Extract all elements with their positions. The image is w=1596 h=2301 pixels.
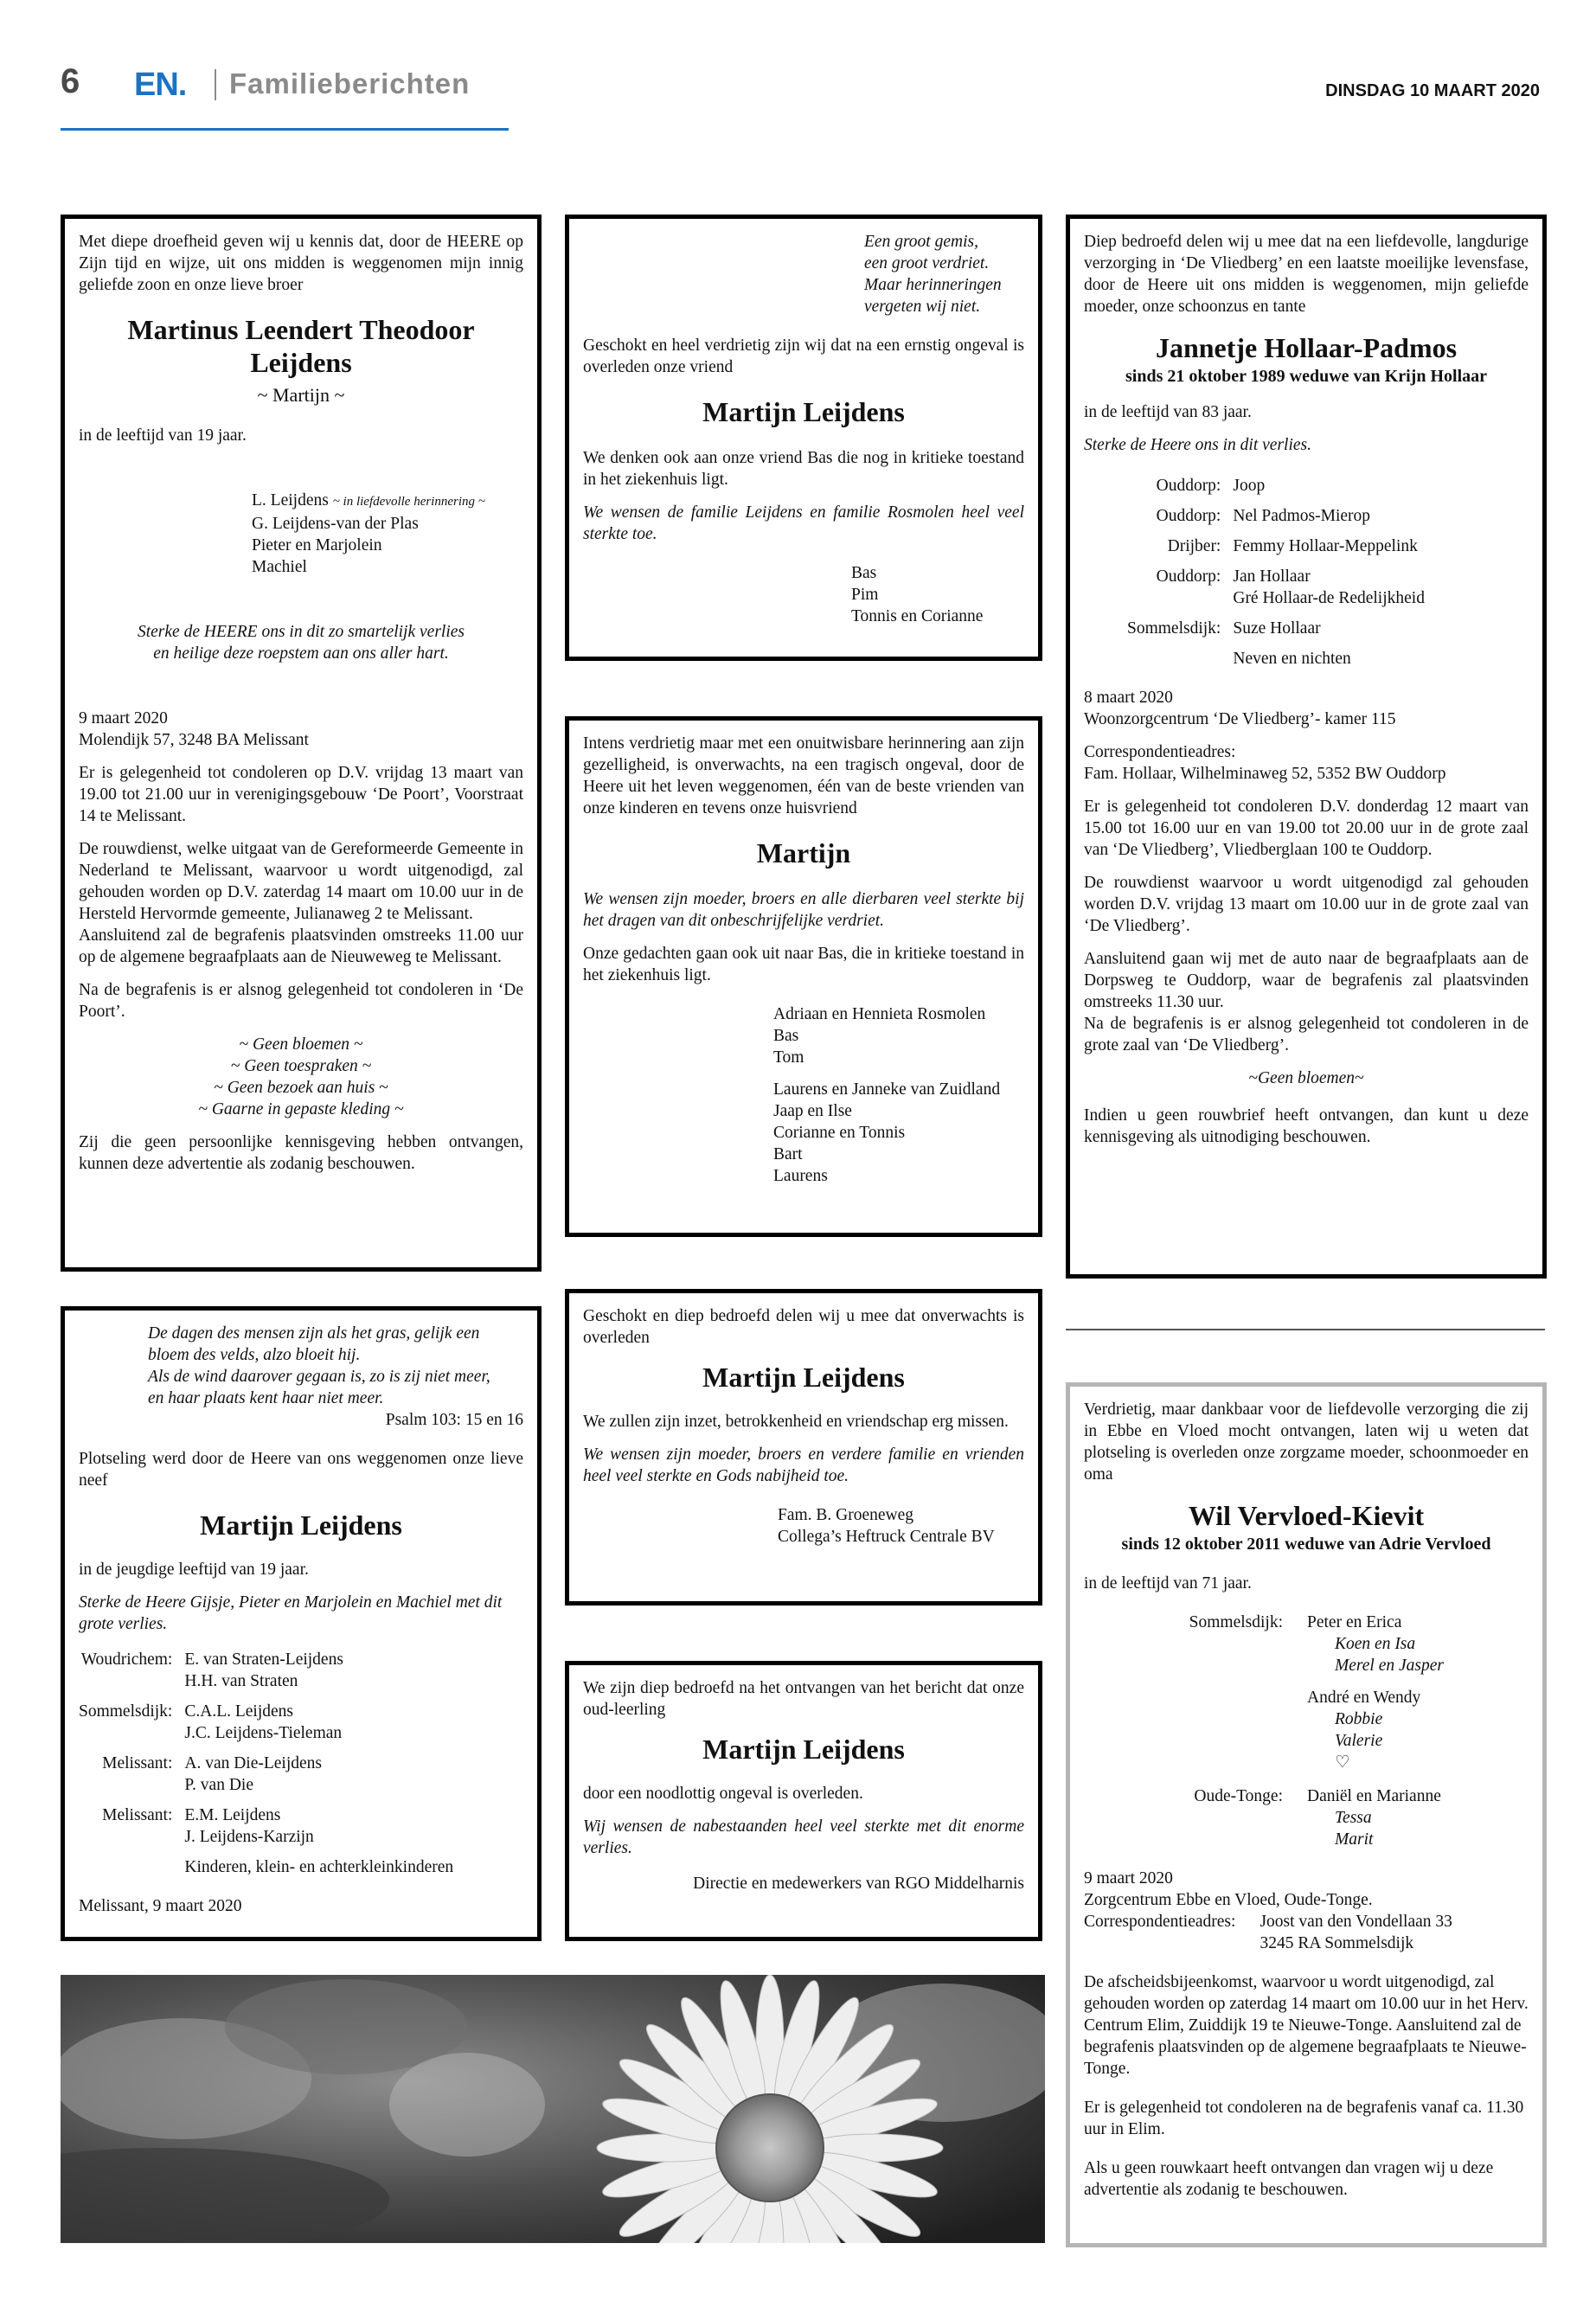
family-names — [1307, 1785, 1529, 1850]
verse-line: Sterke de HEERE ons in dit zo smartelijk verlies — [137, 623, 465, 641]
condolence-text: Er is gelegenheid tot condoleren na de begrafenis vanaf ca. 11.30 uur in Elim. — [1084, 2099, 1524, 2138]
body-text: door een noodlottig ongeval is overleden. — [583, 1785, 863, 1803]
heart-icon: ♡ — [1335, 1753, 1350, 1772]
signatory: Bas — [773, 1027, 799, 1045]
signatory: Tonnis en Corianne — [851, 607, 984, 625]
body-text: We denken ook aan onze vriend Bas die nog in kritieke toestand in het ziekenhuis ligt. — [583, 449, 1024, 489]
condolence-text: Er is gelegenheid tot condoleren op D.V. vrijdag 13 maart van 19.00 tot 21.00 uur in verenigingsgebouw ‘De Poort’, Voorstraat 14 te Melissant. — [79, 764, 523, 825]
address-line: 3245 RA Sommelsdijk — [1259, 1934, 1414, 1952]
family-name: E. van Straten-Leijdens — [184, 1650, 343, 1669]
signatory: Bas — [851, 564, 877, 582]
deceased-name: Martijn Leijdens — [702, 396, 905, 427]
signatory: Laurens en Janneke van Zuidland — [773, 1080, 1001, 1099]
intro-text: We zijn diep bedroefd na het ontvangen van het bericht dat onze oud-leerling — [583, 1679, 1024, 1719]
date-address — [79, 708, 523, 751]
family-name: C.A.L. Leijdens — [184, 1702, 294, 1721]
obituary-wil-vervloed — [1066, 1382, 1547, 2247]
family-place: Woudrichem: — [80, 1650, 173, 1669]
daisy-flower-photo — [61, 1975, 1045, 2243]
family-name: Nel Padmos-Mierop — [1233, 507, 1371, 525]
address: Molendijk 57, 3248 BA Melissant — [79, 731, 309, 749]
correspondence-label: Correspondentieadres: — [1084, 743, 1236, 761]
section-title: Familieberichten — [229, 67, 471, 99]
signatory: Tom — [773, 1048, 804, 1067]
place: Woonzorgcentrum ‘De Vliedberg’- kamer 115 — [1084, 710, 1396, 728]
intro-text: Met diepe droefheid geven wij u kennis dat, door de HEERE op Zijn tijd en wijze, uit ons midden is weggenomen mijn innig geliefde zoon en onze lieve broer — [79, 233, 523, 294]
signatories — [778, 1504, 1024, 1548]
family-list — [1127, 475, 1529, 670]
family-names — [184, 1649, 523, 1692]
daisy-center — [716, 2094, 824, 2202]
signatory: Corianne en Tonnis — [773, 1124, 906, 1142]
after-text: Na de begrafenis is er alsnog gelegenheid tot condoleren in ‘De Poort’. — [79, 981, 523, 1021]
after-text: Na de begrafenis is er alsnog gelegenheid tot condoleren in de grote zaal van ‘De Vliedberg’. — [1084, 1015, 1529, 1054]
wish-text: We wensen zijn moeder, broers en alle dierbaren veel sterkte bij het dragen van dit onbeschrijfelijke verdriet. — [583, 890, 1024, 930]
intro-text: Geschokt en diep bedroefd delen wij u mee dat onverwachts is overleden — [583, 1307, 1024, 1347]
poem-line: Een groot gemis, — [864, 233, 978, 251]
obituary-friends-martijn — [565, 215, 1042, 661]
wish-line: ~ Geen toespraken ~ — [230, 1057, 372, 1075]
family-name: Peter en Erica — [1307, 1613, 1402, 1631]
family-name: J.C. Leijdens-Tieleman — [184, 1724, 343, 1742]
correspondence — [1084, 741, 1529, 785]
date-place — [1084, 687, 1529, 730]
verse-line: Als de wind daarover gegaan is, zo is zij niet meer, — [148, 1368, 490, 1386]
deceased-name: Martijn Leijdens — [702, 1734, 905, 1765]
age-text: in de leeftijd van 83 jaar. — [1084, 403, 1252, 421]
signatory: Laurens — [773, 1167, 828, 1185]
address-line: Joost van den Vondellaan 33 — [1259, 1913, 1452, 1931]
verse: Sterke de Heere ons in dit verlies. — [1084, 436, 1311, 454]
issue-date: DINSDAG 10 MAART 2020 — [1325, 81, 1540, 100]
family-name: J. Leijdens-Karzijn — [184, 1828, 314, 1846]
family-place: Ouddorp: — [1156, 567, 1221, 586]
column-separator — [1066, 1329, 1545, 1330]
family-place: Sommelsdijk: — [1189, 1613, 1283, 1631]
family-place: Ouddorp: — [1156, 507, 1221, 525]
grandchild-name: Robbie — [1335, 1710, 1383, 1728]
signatory: Pim — [851, 586, 879, 604]
date: 9 maart 2020 — [79, 709, 168, 727]
notice-text: Indien u geen rouwbrief heeft ontvangen, dan kunt u deze kennisgeving als uitnodiging beschouwen. — [1084, 1106, 1529, 1146]
nickname: ~ Martijn ~ — [257, 384, 345, 406]
family-name: E.M. Leijdens — [184, 1806, 281, 1824]
psalm-reference: Psalm 103: 15 en 16 — [385, 1411, 523, 1429]
deceased-name: Martijn Leijdens — [702, 1362, 905, 1393]
grandchild-name: Koen en Isa — [1335, 1635, 1416, 1653]
signatory-note: ~ in liefdevolle herinnering ~ — [332, 495, 485, 509]
family-name: Kinderen, klein- en achterkleinkinderen — [184, 1858, 454, 1876]
signatories — [252, 490, 523, 578]
family-names — [184, 1804, 523, 1848]
poem — [864, 231, 1024, 317]
signatory: Machiel — [252, 558, 307, 576]
poem-line: Maar herinneringen — [864, 276, 1002, 294]
obituary-jannetje-hollaar — [1066, 215, 1547, 1279]
obituary-martinus-leijdens — [61, 215, 542, 1272]
service-text: De rouwdienst waarvoor u wordt uitgenodigd zal gehouden worden D.V. vrijdag 13 maart om 10.00 uur in de grote zaal van ‘De Vliedberg’. — [1084, 874, 1529, 935]
family-names — [184, 1753, 523, 1796]
verse — [79, 621, 523, 664]
family-place: Oude-Tonge: — [1194, 1787, 1283, 1805]
psalm-verse — [148, 1323, 523, 1409]
deceased-name: Martijn Leijdens — [200, 1509, 402, 1541]
age-text: in de jeugdige leeftijd van 19 jaar. — [79, 1561, 309, 1579]
correspondence-address: Fam. Hollaar, Wilhelminaweg 52, 5352 BW Ouddorp — [1084, 765, 1446, 783]
signatory: Bart — [773, 1145, 803, 1163]
verse-line: De dagen des mensen zijn als het gras, gelijk een — [148, 1324, 480, 1343]
family-name: André en Wendy — [1307, 1689, 1421, 1707]
service-text: De rouwdienst, welke uitgaat van de Gereformeerde Gemeente in Nederland te Melissant, waarvoor u wordt uitgenodigd, zal gehouden worden op D.V. zaterdag 14 maart om 10.00 uur in de Hersteld Hervormde gemeente, Julianaweg 2 te Melissant. — [79, 840, 523, 923]
body-text: We zullen zijn inzet, betrokkenheid en vriendschap erg missen. — [583, 1413, 1009, 1431]
family-names — [1307, 1612, 1529, 1785]
wish-text: Wij wensen de nabestaanden heel veel sterkte met dit enorme verlies. — [583, 1817, 1024, 1857]
date: 8 maart 2020 — [1084, 689, 1173, 707]
obituary-rgo-martijn — [565, 1661, 1042, 1941]
date: 9 maart 2020 — [1084, 1869, 1173, 1888]
body-text: Onze gedachten gaan ook uit naar Bas, die in kritieke toestand in het ziekenhuis ligt. — [583, 945, 1024, 984]
correspondence-label: Correspondentieadres: — [1084, 1913, 1236, 1931]
family-names — [1233, 618, 1529, 639]
place: Zorgcentrum Ebbe en Vloed, Oude-Tonge. — [1084, 1891, 1373, 1909]
age-text: in de leeftijd van 71 jaar. — [1084, 1574, 1252, 1593]
obituary-rosmolen-martijn — [565, 716, 1042, 1237]
family-place: Melissant: — [102, 1754, 173, 1772]
family-names — [1233, 505, 1529, 527]
grandchild-name: Marit — [1335, 1830, 1374, 1849]
grandchild-name: Tessa — [1335, 1809, 1372, 1827]
family-place: Sommelsdijk: — [1127, 619, 1221, 638]
verse-line: en haar plaats kent haar niet meer. — [148, 1389, 384, 1407]
widow-line: sinds 21 oktober 1989 weduwe van Krijn Hollaar — [1125, 367, 1487, 386]
deceased-name: Martijn — [756, 837, 851, 868]
signatory: Jaap en Ilse — [773, 1102, 852, 1120]
intro-text: Diep bedroefd delen wij u mee dat na een liefdevolle, langdurige verzorging in ‘De Vliedberg’ en een laatste moeilijke levensfase, door de Heere uit ons midden is weggenomen, mijn geliefde moeder, onze schoonzus en tante — [1084, 233, 1529, 316]
family-name: P. van Die — [184, 1776, 253, 1794]
family-place — [1127, 648, 1221, 670]
burial-text: Aansluitend zal de begrafenis plaatsvinden omstreeks 11.00 uur op de algemene begraafplaats aan de Nieuweweg te Melissant. — [79, 926, 523, 966]
page-number: 6 — [61, 62, 80, 100]
wish-line: ~ Geen bezoek aan huis ~ — [214, 1079, 388, 1097]
family-place: Drijber: — [1167, 537, 1221, 555]
service-text: De afscheidsbijeenkomst, waarvoor u wordt uitgenodigd, zal gehouden worden op zaterdag 14 maart om 10.00 uur in het Herv. Centrum Elim, Zuiddijk 19 te Nieuwe-Tonge. Aansluitend zal de begrafenis plaatsvinden op de algemene begraafplaats te Nieuwe- Tonge. — [1084, 1973, 1529, 2078]
correspondence — [1084, 1911, 1529, 1954]
correspondence-address — [1259, 1911, 1529, 1954]
verse-line: en heilige deze roepstem aan ons aller hart. — [153, 644, 449, 663]
header-rule — [61, 128, 509, 131]
family-name: H.H. van Straten — [184, 1672, 298, 1690]
family-names — [184, 1701, 523, 1744]
verse-line: bloem des velds, alzo bloeit hij. — [148, 1346, 361, 1364]
deceased-name: Jannetje Hollaar-Padmos — [1155, 332, 1458, 363]
header-divider — [215, 69, 216, 100]
page-header — [61, 62, 1540, 114]
family-place: Melissant: — [102, 1806, 173, 1824]
family-name: Joop — [1233, 477, 1266, 495]
signatory: Pieter en Marjolein — [252, 536, 382, 554]
family-names — [184, 1856, 523, 1878]
signatory: Collega’s Heftruck Centrale BV — [778, 1528, 995, 1546]
grandchild-name: Merel en Jasper — [1335, 1657, 1444, 1675]
wish-text: ~Geen bloemen~ — [1248, 1069, 1364, 1087]
obituary-heftruck-martijn — [565, 1289, 1042, 1606]
intro-text: Intens verdrietig maar met een onuitwisbare herinnering aan zijn gezelligheid, is onverwachts, na een tragisch ongeval, door de Heere uit het leven weggenomen, één van de beste vrienden van onze kinderen en tevens onze huisvriend — [583, 734, 1024, 817]
deceased-name: Wil Vervloed-Kievit — [1188, 1500, 1425, 1531]
family-name: A. van Die-Leijdens — [184, 1754, 323, 1772]
verse: Sterke de Heere Gijsje, Pieter en Marjolein en Machiel met dit grote verlies. — [79, 1593, 503, 1633]
family-place: Ouddorp: — [1156, 477, 1221, 495]
burial-text: Aansluitend gaan wij met de auto naar de begraafplaats aan de Dorpsweg te Ouddorp, waar de begrafenis zal plaatsvinden omstreeks 11.30 uur. — [1084, 950, 1529, 1011]
family-list — [1084, 1612, 1529, 1850]
wish-line: ~ Gaarne in gepaste kleding ~ — [198, 1100, 404, 1118]
signatories — [773, 1003, 1024, 1187]
signatory: G. Leijdens-van der Plas — [252, 515, 419, 533]
signatories — [851, 562, 1024, 627]
condolence-text: Er is gelegenheid tot condoleren D.V. donderdag 12 maart van 15.00 tot 16.00 uur en van 19.00 tot 20.00 uur in de grote zaal van ‘De Vliedberg’, Vliedberglaan 100 te Ouddorp. — [1084, 798, 1529, 859]
family-name: Gré Hollaar-de Redelijkheid — [1233, 589, 1425, 607]
family-name: Suze Hollaar — [1233, 619, 1321, 638]
wishes — [79, 1034, 523, 1120]
obituary-family-martijn — [61, 1306, 542, 1941]
family-place — [79, 1856, 172, 1878]
family-name: Femmy Hollaar-Meppelink — [1233, 537, 1418, 555]
family-list — [79, 1649, 523, 1878]
family-name: Neven en nichten — [1233, 650, 1351, 668]
family-names — [1233, 475, 1529, 497]
family-name: Jan Hollaar — [1233, 567, 1311, 586]
deceased-name: Martinus Leendert Theodoor Leijdens — [127, 314, 475, 378]
poem-line: vergeten wij niet. — [864, 298, 981, 316]
newspaper-logo[interactable]: EN. — [134, 67, 187, 103]
age-text: in de leeftijd van 19 jaar. — [79, 426, 247, 445]
signatory: L. Leijdens — [252, 491, 329, 510]
notice-text: Als u geen rouwkaart heeft ontvangen dan vragen wij u deze advertentie als zodanig te beschouwen. — [1084, 2159, 1494, 2199]
widow-line: sinds 12 oktober 2011 weduwe van Adrie Vervloed — [1121, 1535, 1491, 1554]
family-place: Sommelsdijk: — [79, 1702, 173, 1721]
wish-text: We wensen zijn moeder, broers en verdere familie en vrienden heel veel sterkte en Gods nabijheid toe. — [583, 1445, 1024, 1485]
wish-line: ~ Geen bloemen ~ — [239, 1035, 363, 1054]
intro-text: Verdrietig, maar dankbaar voor de liefdevolle verzorging die zij in Ebbe en Vloed mocht ontvangen, laten wij u weten dat plotseling is overleden onze zorgzame moeder, schoonmoeder en oma — [1084, 1400, 1529, 1484]
intro-text: Plotseling werd door de Heere van ons weggenomen onze lieve neef — [79, 1450, 523, 1490]
grandchild-name: Valerie — [1335, 1732, 1383, 1750]
poem-line: een groot verdriet. — [864, 254, 990, 272]
signatory: Adriaan en Hennieta Rosmolen — [773, 1005, 986, 1023]
footer-text: Melissant, 9 maart 2020 — [79, 1897, 242, 1915]
family-names — [1233, 535, 1529, 557]
signatory: Fam. B. Groeneweg — [778, 1506, 914, 1524]
notice-text: Zij die geen persoonlijke kennisgeving hebben ontvangen, kunnen deze advertentie als zodanig beschouwen. — [79, 1133, 523, 1173]
family-name: Daniël en Marianne — [1307, 1787, 1441, 1805]
family-names — [1233, 648, 1529, 670]
wish-text: We wensen de familie Leijdens en familie Rosmolen heel veel sterkte toe. — [583, 503, 1024, 543]
signatory: Directie en medewerkers van RGO Middelharnis — [693, 1875, 1024, 1893]
daisy-illustration — [61, 1975, 1045, 2243]
family-names — [1233, 566, 1529, 609]
intro-text: Geschokt en heel verdrietig zijn wij dat na een ernstig ongeval is overleden onze vriend — [583, 336, 1024, 376]
